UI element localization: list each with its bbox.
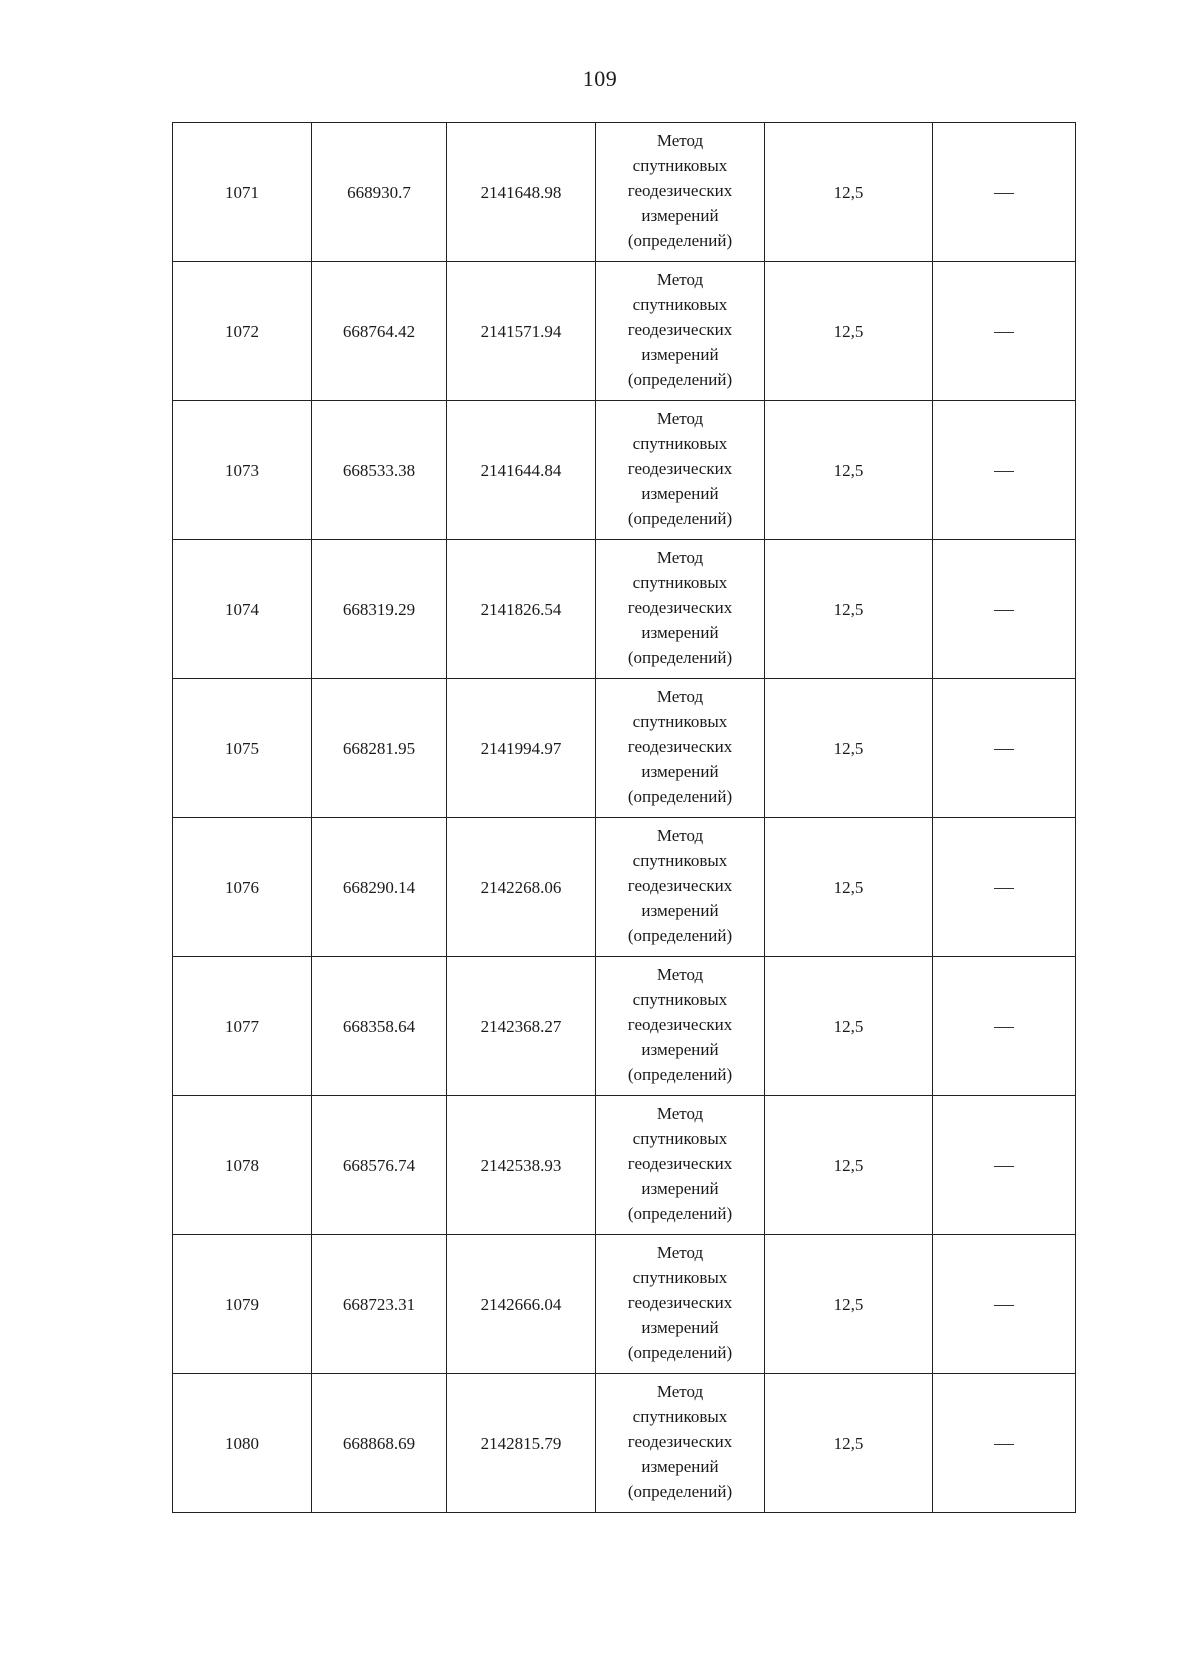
table-row bbox=[173, 679, 1076, 818]
method-value: Метод спутниковых геодезических измерений (определений) bbox=[627, 1381, 733, 1501]
y-value: 2142368.27 bbox=[480, 1016, 562, 1036]
description-cell bbox=[933, 818, 1076, 957]
point-number-cell bbox=[173, 957, 312, 1096]
method-cell bbox=[596, 957, 765, 1096]
accuracy-cell bbox=[765, 818, 933, 957]
description-cell bbox=[933, 123, 1076, 262]
accuracy-cell bbox=[765, 957, 933, 1096]
y-value: 2142268.06 bbox=[480, 877, 562, 897]
num-value: 1079 bbox=[225, 1294, 259, 1314]
y-value: 2141994.97 bbox=[480, 738, 562, 758]
num-value: 1078 bbox=[225, 1155, 259, 1175]
table-row bbox=[173, 123, 1076, 262]
x-coordinate-cell bbox=[312, 123, 447, 262]
point-number-cell bbox=[173, 1096, 312, 1235]
dash-mark bbox=[994, 1166, 1014, 1167]
description-cell bbox=[933, 957, 1076, 1096]
x-value: 668723.31 bbox=[342, 1294, 416, 1314]
y-coordinate-cell bbox=[447, 1374, 596, 1513]
point-number-cell bbox=[173, 123, 312, 262]
accuracy-cell bbox=[765, 1374, 933, 1513]
point-number-cell bbox=[173, 262, 312, 401]
x-coordinate-cell bbox=[312, 1096, 447, 1235]
num-value: 1074 bbox=[225, 599, 259, 619]
point-number-cell bbox=[173, 1374, 312, 1513]
accuracy-value: 12,5 bbox=[833, 1294, 864, 1314]
description-cell bbox=[933, 540, 1076, 679]
y-coordinate-cell bbox=[447, 957, 596, 1096]
method-value: Метод спутниковых геодезических измерений (определений) bbox=[627, 130, 733, 250]
y-coordinate-cell bbox=[447, 123, 596, 262]
x-value: 668868.69 bbox=[342, 1433, 416, 1453]
x-coordinate-cell bbox=[312, 818, 447, 957]
method-cell bbox=[596, 1235, 765, 1374]
dash-mark bbox=[994, 888, 1014, 889]
y-value: 2142538.93 bbox=[480, 1155, 562, 1175]
y-value: 2141571.94 bbox=[480, 321, 562, 341]
accuracy-value: 12,5 bbox=[833, 1155, 864, 1175]
accuracy-cell bbox=[765, 540, 933, 679]
dash-mark bbox=[994, 193, 1014, 194]
y-coordinate-cell bbox=[447, 679, 596, 818]
dash-mark bbox=[994, 1444, 1014, 1445]
accuracy-cell bbox=[765, 262, 933, 401]
method-value: Метод спутниковых геодезических измерений (определений) bbox=[627, 825, 733, 945]
table-row bbox=[173, 1096, 1076, 1235]
x-value: 668290.14 bbox=[342, 877, 416, 897]
accuracy-cell bbox=[765, 679, 933, 818]
point-number-cell bbox=[173, 1235, 312, 1374]
point-number-cell bbox=[173, 401, 312, 540]
accuracy-value: 12,5 bbox=[833, 1016, 864, 1036]
x-coordinate-cell bbox=[312, 1374, 447, 1513]
table-row bbox=[173, 1235, 1076, 1374]
y-coordinate-cell bbox=[447, 1235, 596, 1374]
table-row bbox=[173, 957, 1076, 1096]
table-row bbox=[173, 401, 1076, 540]
x-value: 668281.95 bbox=[342, 738, 416, 758]
point-number-cell bbox=[173, 540, 312, 679]
description-cell bbox=[933, 262, 1076, 401]
accuracy-value: 12,5 bbox=[833, 599, 864, 619]
accuracy-value: 12,5 bbox=[833, 1433, 864, 1453]
y-coordinate-cell bbox=[447, 401, 596, 540]
accuracy-value: 12,5 bbox=[833, 182, 864, 202]
y-value: 2142815.79 bbox=[480, 1433, 562, 1453]
accuracy-value: 12,5 bbox=[833, 460, 864, 480]
x-coordinate-cell bbox=[312, 957, 447, 1096]
description-cell bbox=[933, 1374, 1076, 1513]
x-coordinate-cell bbox=[312, 540, 447, 679]
num-value: 1072 bbox=[225, 321, 259, 341]
accuracy-value: 12,5 bbox=[833, 321, 864, 341]
dash-mark bbox=[994, 1027, 1014, 1028]
num-value: 1080 bbox=[225, 1433, 259, 1453]
description-cell bbox=[933, 679, 1076, 818]
x-value: 668319.29 bbox=[342, 599, 416, 619]
dash-mark bbox=[994, 1305, 1014, 1306]
y-coordinate-cell bbox=[447, 540, 596, 679]
num-value: 1077 bbox=[225, 1016, 259, 1036]
point-number-cell bbox=[173, 679, 312, 818]
x-value: 668764.42 bbox=[342, 321, 416, 341]
y-coordinate-cell bbox=[447, 262, 596, 401]
method-value: Метод спутниковых геодезических измерений (определений) bbox=[627, 408, 733, 528]
method-value: Метод спутниковых геодезических измерений (определений) bbox=[627, 547, 733, 667]
num-value: 1075 bbox=[225, 738, 259, 758]
method-cell bbox=[596, 1096, 765, 1235]
y-value: 2141826.54 bbox=[480, 599, 562, 619]
description-cell bbox=[933, 1235, 1076, 1374]
dash-mark bbox=[994, 471, 1014, 472]
x-coordinate-cell bbox=[312, 1235, 447, 1374]
method-value: Метод спутниковых геодезических измерений (определений) bbox=[627, 1242, 733, 1362]
num-value: 1076 bbox=[225, 877, 259, 897]
method-value: Метод спутниковых геодезических измерений (определений) bbox=[627, 964, 733, 1084]
num-value: 1073 bbox=[225, 460, 259, 480]
y-value: 2141648.98 bbox=[480, 182, 562, 202]
accuracy-cell bbox=[765, 401, 933, 540]
dash-mark bbox=[994, 749, 1014, 750]
table-row bbox=[173, 818, 1076, 957]
accuracy-cell bbox=[765, 123, 933, 262]
table-row bbox=[173, 1374, 1076, 1513]
x-coordinate-cell bbox=[312, 262, 447, 401]
y-coordinate-cell bbox=[447, 818, 596, 957]
x-coordinate-cell bbox=[312, 679, 447, 818]
method-cell bbox=[596, 679, 765, 818]
num-value: 1071 bbox=[225, 182, 259, 202]
x-value: 668930.7 bbox=[347, 182, 411, 202]
table-row bbox=[173, 540, 1076, 679]
page-number: 109 bbox=[582, 66, 618, 91]
accuracy-value: 12,5 bbox=[833, 877, 864, 897]
method-value: Метод спутниковых геодезических измерений (определений) bbox=[627, 1103, 733, 1223]
y-coordinate-cell bbox=[447, 1096, 596, 1235]
description-cell bbox=[933, 1096, 1076, 1235]
method-cell bbox=[596, 818, 765, 957]
description-cell bbox=[933, 401, 1076, 540]
x-value: 668533.38 bbox=[342, 460, 416, 480]
method-cell bbox=[596, 123, 765, 262]
point-number-cell bbox=[173, 818, 312, 957]
method-cell bbox=[596, 540, 765, 679]
coordinates-table bbox=[172, 122, 1076, 1513]
accuracy-cell bbox=[765, 1096, 933, 1235]
dash-mark bbox=[994, 610, 1014, 611]
method-value: Метод спутниковых геодезических измерений (определений) bbox=[627, 269, 733, 389]
method-cell bbox=[596, 262, 765, 401]
y-value: 2142666.04 bbox=[480, 1294, 562, 1314]
accuracy-value: 12,5 bbox=[833, 738, 864, 758]
x-value: 668358.64 bbox=[342, 1016, 416, 1036]
coordinates-table-body bbox=[173, 123, 1076, 1513]
method-cell bbox=[596, 1374, 765, 1513]
method-cell bbox=[596, 401, 765, 540]
dash-mark bbox=[994, 332, 1014, 333]
x-coordinate-cell bbox=[312, 401, 447, 540]
y-value: 2141644.84 bbox=[480, 460, 562, 480]
method-value: Метод спутниковых геодезических измерений (определений) bbox=[627, 686, 733, 806]
table-row bbox=[173, 262, 1076, 401]
accuracy-cell bbox=[765, 1235, 933, 1374]
x-value: 668576.74 bbox=[342, 1155, 416, 1175]
